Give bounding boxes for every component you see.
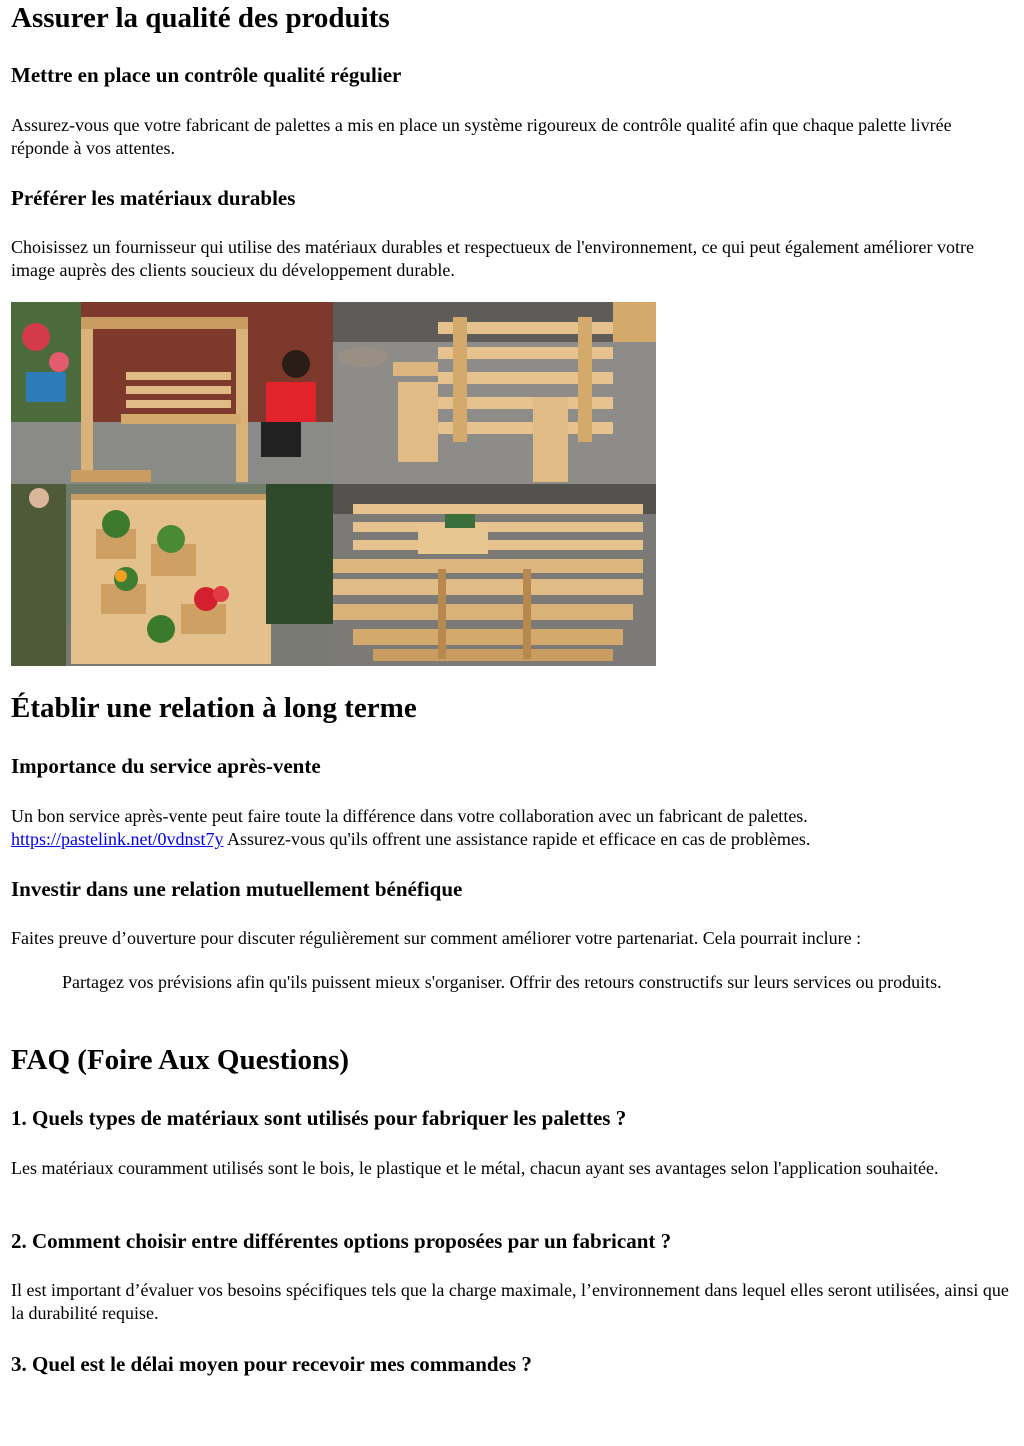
heading-after-sales: Importance du service après-vente — [11, 754, 321, 778]
faq-question-2: 2. Comment choisir entre différentes options proposées par un fabricant ? — [11, 1229, 672, 1253]
pallet-furniture-collage — [11, 302, 656, 666]
heading-quality-control: Mettre en place un contrôle qualité régulier — [11, 63, 402, 87]
photo-pallet-sofa — [333, 484, 656, 666]
after-sales-text-before: Un bon service après-vente peut faire toute la différence dans votre collaboration avec un fabricant de palettes. — [11, 806, 808, 826]
paragraph-durable-materials: Choisissez un fournisseur qui utilise des matériaux durables et respectueux de l'environnement, ce qui peut également améliorer votre image auprès des clients soucieux du développement durable. — [11, 237, 974, 280]
photo-pallet-swing — [11, 302, 333, 484]
paragraph-quality-control: Assurez-vous que votre fabricant de palettes a mis en place un système rigoureux de contrôle qualité afin que chaque palette livrée réponde à vos attentes. — [11, 115, 952, 158]
faq-answer-2: Il est important d’évaluer vos besoins spécifiques tels que la charge maximale, l’environnement dans lequel elles seront utilisées, ainsi que la durabilité requise. — [11, 1280, 1009, 1323]
faq-question-1: 1. Quels types de matériaux sont utilisés pour fabriquer les palettes ? — [11, 1106, 627, 1130]
heading-durable-materials: Préférer les matériaux durables — [11, 186, 296, 210]
section-title-quality: Assurer la qualité des produits — [11, 2, 390, 34]
faq-question-3: 3. Quel est le délai moyen pour recevoir mes commandes ? — [11, 1352, 532, 1376]
photo-pallet-vertical-garden — [11, 484, 333, 666]
paragraph-mutual-relation: Faites preuve d’ouverture pour discuter régulièrement sur comment améliorer votre partenariat. Cela pourrait inclure : — [11, 928, 862, 948]
paragraph-after-sales — [11, 805, 1011, 851]
section-title-long-term: Établir une relation à long terme — [11, 692, 417, 724]
faq-answer-1: Les matériaux couramment utilisés sont le bois, le plastique et le métal, chacun ayant ses avantages selon l'application souhaitée. — [11, 1158, 939, 1178]
pastelink-link[interactable]: https://pastelink.net/0vdnst7y — [11, 829, 224, 849]
section-title-faq: FAQ (Foire Aux Questions) — [11, 1044, 350, 1076]
after-sales-text-after: Assurez-vous qu'ils offrent une assistance rapide et efficace en cas de problèmes. — [223, 829, 811, 849]
photo-pallet-folding-furniture — [333, 302, 656, 484]
blockquote-suggestions: Partagez vos prévisions afin qu'ils puissent mieux s'organiser. Offrir des retours constructifs sur leurs services ou produits. — [62, 972, 942, 992]
heading-mutual-relation: Investir dans une relation mutuellement bénéfique — [11, 877, 463, 901]
